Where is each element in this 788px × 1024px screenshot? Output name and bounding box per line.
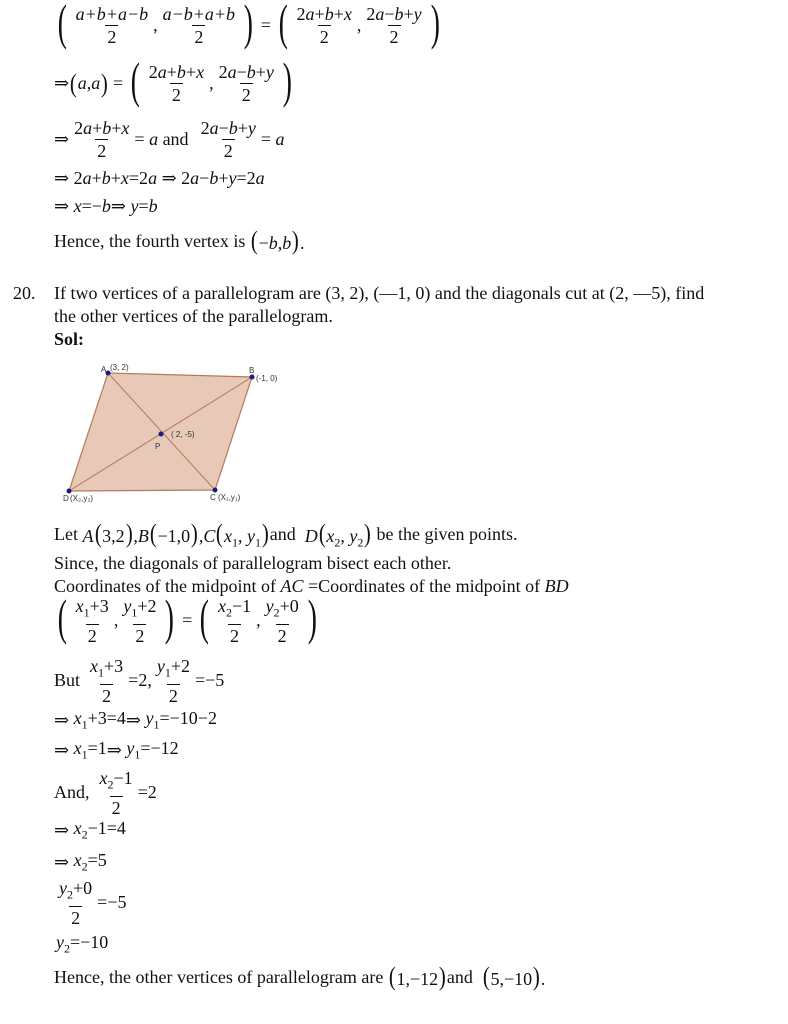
y2-result: $y_2=-10$ xyxy=(56,932,109,956)
label-a: A xyxy=(101,365,107,374)
point-b xyxy=(250,375,255,380)
sol-heading: Sol: xyxy=(54,329,85,349)
label-b-coord: (-1, 0) xyxy=(256,374,278,383)
question-line-1: If two vertices of a parallelogram are (3, 2), (—1, 0) and the diagonals cut at (2, —5), find xyxy=(54,283,705,303)
and-line: And, $\frac{x_2-1}{2}$ =2 xyxy=(54,768,157,818)
let-line: Let $A(3,2),B(-1,0),C(x_1$, $y_1$) and $D(x_2$, $y_2$) be the given points. xyxy=(54,519,518,550)
implies-symbol: ⇒ xyxy=(161,168,177,188)
but-line: But $\frac{x_1+3}{2}$ =2, $\frac{y_1+2}{2}$ =−5 xyxy=(54,656,225,706)
label-c: C xyxy=(210,493,216,502)
midpoint-equation: ( $x_1+3$ 2 , $y_1+2$ 2 ) = ( $x_2-1$ 2 , $y_2+0$ 2 ) xyxy=(57,588,317,646)
hence-line-2: Hence, the other vertices of parallelogram are (1,−12) and (5,−10). xyxy=(54,962,546,991)
implies-symbol: ⇒ xyxy=(54,73,70,93)
hence-text: Hence, the fourth vertex is xyxy=(54,230,246,251)
step-3: ⇒ $x_2-1=4$ xyxy=(54,818,126,842)
implies-symbol: ⇒ xyxy=(54,129,70,149)
step-4: ⇒ $x_2=5$ xyxy=(54,850,107,874)
parallelogram-figure xyxy=(60,363,320,513)
implies-symbol: ⇒ xyxy=(54,196,70,216)
step-2: ⇒ $x_1=1$ ⇒ $y_1=-12$ xyxy=(54,738,179,762)
point-p xyxy=(159,432,164,437)
eq-line-3: ⇒ $\frac{2a+b+x}{2}$ = a and $\frac{2a-b+y}{2}$ = a xyxy=(54,118,285,161)
label-a-coord: (3, 2) xyxy=(110,363,129,372)
label-d: D xyxy=(63,494,69,503)
coord-line: Coordinates of the midpoint of AC =Coordinates of the midpoint of BD xyxy=(54,576,569,596)
point-d xyxy=(67,489,72,494)
label-d-coord: (X₂,y₂) xyxy=(70,494,94,503)
hence-line-1: Hence, the fourth vertex is (−b,b). xyxy=(54,226,305,255)
and-word: and xyxy=(162,129,189,149)
question-line-2: the other vertices of the parallelogram. xyxy=(54,306,333,326)
label-p-coord: ( 2, -5) xyxy=(171,430,195,439)
label-p: P xyxy=(155,442,161,451)
implies-symbol: ⇒ xyxy=(110,196,126,216)
step-1: ⇒ $x_1+3=4$ ⇒ $y_1=-10-2$ xyxy=(54,708,217,732)
since-line: Since, the diagonals of parallelogram bisect each other. xyxy=(54,553,452,573)
question-number: 20. xyxy=(13,283,36,303)
label-c-coord: (X₁,y₁) xyxy=(218,493,241,502)
eq-line-5: ⇒ x=−b ⇒ y=b xyxy=(54,196,158,216)
eq-line-2: ⇒ ( a , a ) = ( 2a+b+x 2 , 2a−b+y 2 ) xyxy=(54,51,292,108)
label-b: B xyxy=(249,366,255,375)
eq-line-4: ⇒ 2a+b+x=2a ⇒ 2a−b+y=2a xyxy=(54,168,265,188)
y2-equation: $\frac{y_2+0}{2}$ =−5 xyxy=(59,878,127,928)
implies-symbol: ⇒ xyxy=(54,168,70,188)
eq-line-1: ( a+b+a−b 2 , a−b+a+b 2 ) = ( 2a+b+x 2 , 2a−b+y 2 ) xyxy=(57,0,440,50)
point-c xyxy=(213,488,218,493)
